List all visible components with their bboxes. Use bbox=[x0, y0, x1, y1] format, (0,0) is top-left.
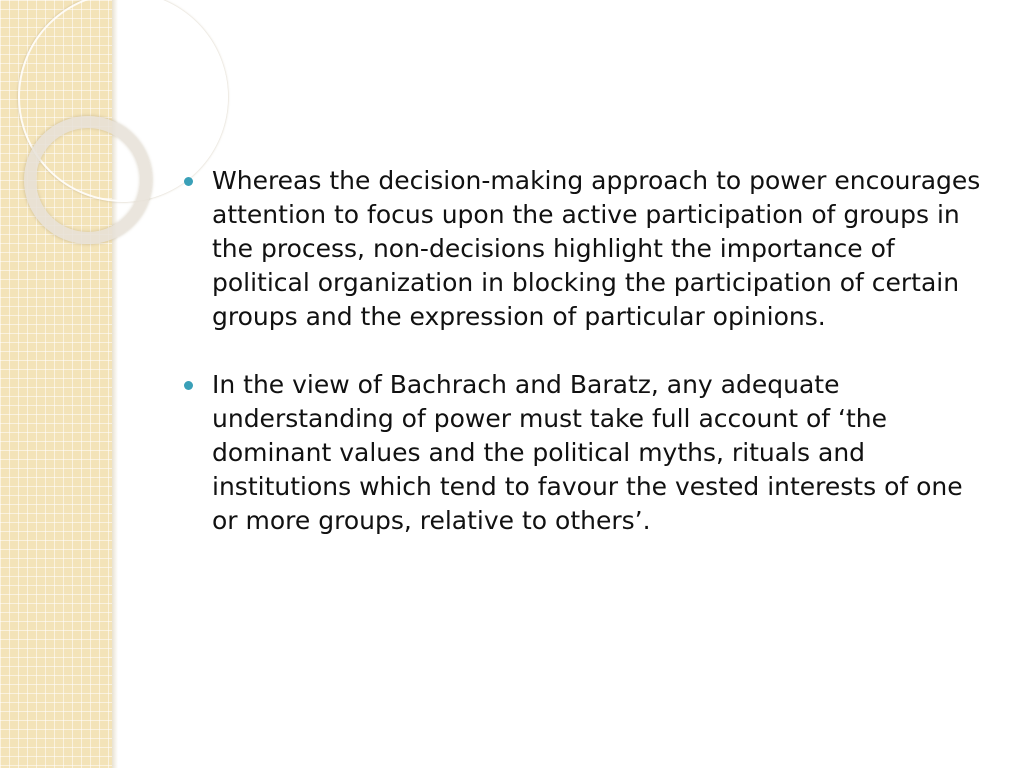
bullet-text-2: In the view of Bachrach and Baratz, any adequate understanding of power must take full account of ‘the dominant values and the political myths, rituals and institutions which tend to favour the vested interests of one or more groups, relative to others’. bbox=[212, 370, 963, 535]
bullet-item-2 bbox=[180, 368, 995, 538]
bullet-item-1 bbox=[180, 164, 995, 334]
bullet-list bbox=[180, 164, 995, 572]
decorative-ring-small bbox=[24, 116, 152, 244]
bullet-dot-icon bbox=[184, 177, 193, 186]
bullet-dot-icon bbox=[184, 381, 193, 390]
bullet-text-1: Whereas the decision-making approach to power encourages attention to focus upon the active participation of groups in the process, non-decisions highlight the importance of political organization in blocking the participation of certain groups and the expression of particular opinions. bbox=[212, 166, 981, 331]
